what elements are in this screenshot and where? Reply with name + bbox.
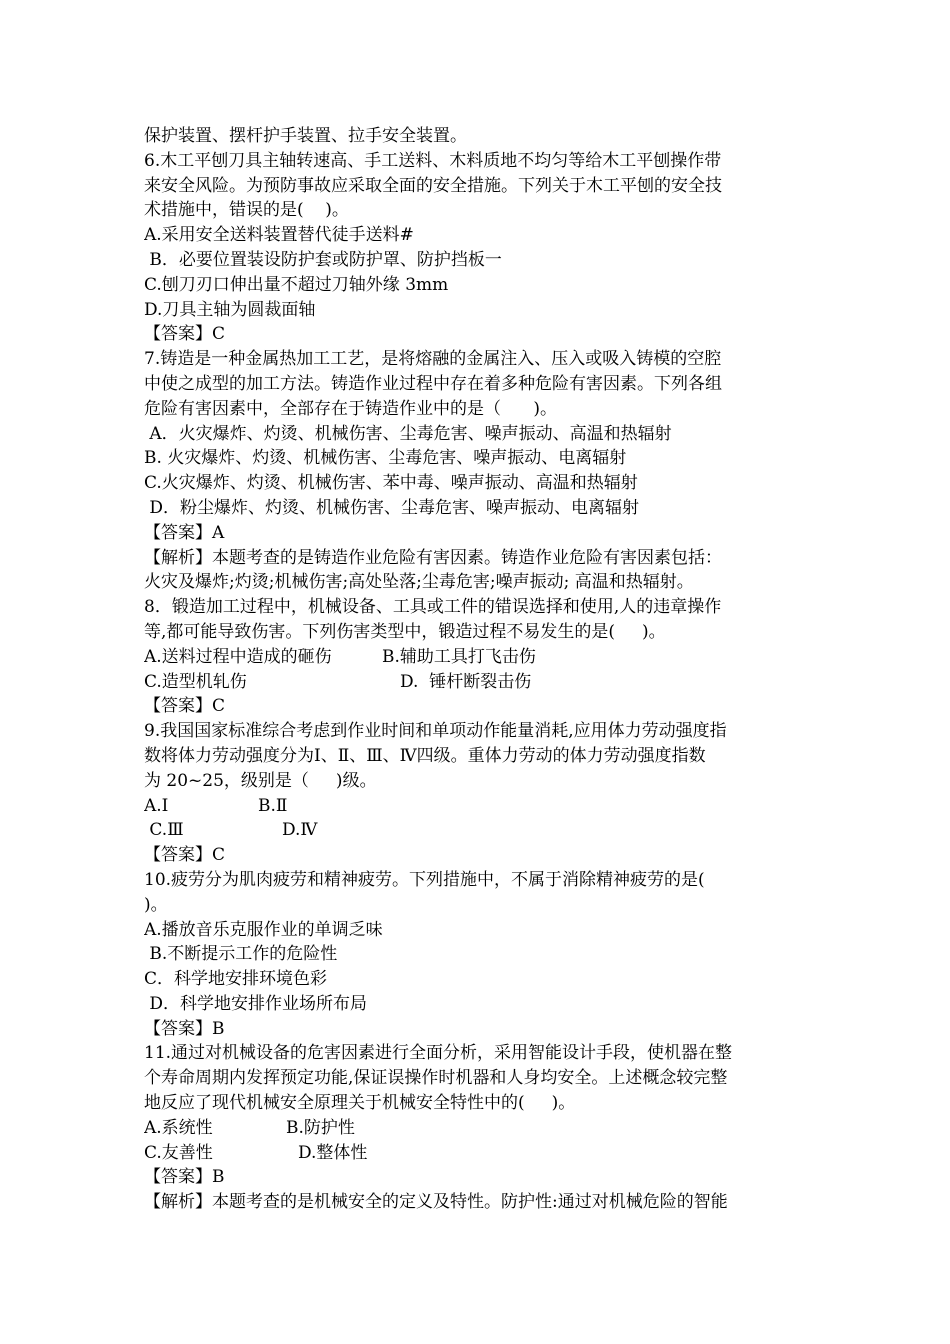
question-10-option-a: A.播放音乐克服作业的单调乏味: [144, 919, 383, 940]
question-8-answer: 【答案】C: [144, 696, 226, 717]
question-9-stem: 数将体力劳动强度分为Ⅰ、Ⅱ、Ⅲ、Ⅳ四级。重体力劳动的体力劳动强度指数: [144, 745, 706, 766]
question-10-option-b: B.不断提示工作的危险性: [144, 944, 338, 965]
question-11-option-a: A.系统性: [144, 1117, 213, 1138]
question-9-option-d: D.Ⅳ: [282, 820, 318, 841]
question-8-option-c: C.造型机轧伤: [144, 671, 247, 692]
question-11-analysis: 【解析】本题考查的是机械安全的定义及特性。防护性:通过对机械危险的智能: [144, 1192, 728, 1213]
question-6-stem: 6.木工平刨刀具主轴转速高、手工送料、木料质地不均匀等给木工平刨操作带: [144, 150, 722, 171]
question-6-stem: 术措施中，错误的是( )。: [144, 200, 349, 221]
question-9-answer: 【答案】C: [144, 845, 226, 866]
question-7-analysis: 火灾及爆炸;灼烫;机械伤害;高处坠落;尘毒危害;噪声振动; 高温和热辐射。: [144, 572, 694, 593]
question-6-stem: 来安全风险。为预防事故应采取全面的安全措施。下列关于木工平刨的安全技: [144, 175, 722, 196]
question-11-option-d: D.整体性: [298, 1142, 368, 1163]
question-9-stem: 9.我国国家标准综合考虑到作业时间和单项动作能量消耗,应用体力劳动强度指: [144, 721, 727, 742]
question-9-option-c: C.Ⅲ: [144, 820, 184, 841]
question-9-option-b: B.Ⅱ: [258, 795, 288, 816]
question-8-options-ab: [144, 645, 824, 670]
question-6-option-c: C.刨刀刃口伸出量不超过刀轴外缘 3mm: [144, 274, 449, 295]
question-11-options-ab: [144, 1116, 824, 1141]
question-11-stem: 11.通过对机械设备的危害因素进行全面分析，采用智能设计手段，使机器在整: [144, 1043, 733, 1064]
question-10-answer: 【答案】B: [144, 1018, 225, 1039]
question-8-option-a: A.送料过程中造成的砸伤: [144, 646, 332, 667]
question-10-option-c: C．科学地安排环境色彩: [144, 969, 328, 990]
question-11-option-c: C.友善性: [144, 1142, 213, 1163]
question-7-option-d: D．粉尘爆炸、灼烫、机械伤害、尘毒危害、噪声振动、电离辐射: [144, 497, 640, 518]
question-11-options-cd: [144, 1141, 824, 1166]
question-7-option-c: C.火灾爆炸、灼烫、机械伤害、苯中毒、噪声振动、高温和热辐射: [144, 473, 638, 494]
question-8-option-d: D. 锤杆断裂击伤: [400, 671, 532, 692]
question-11-stem: 个寿命周期内发挥预定功能,保证误操作时机器和人身均安全。上述概念较完整: [144, 1068, 728, 1089]
question-8-options-cd: [144, 670, 824, 695]
question-7-stem: 7.铸造是一种金属热加工工艺，是将熔融的金属注入、压入或吸入铸模的空腔: [144, 349, 722, 370]
question-10-option-d: D．科学地安排作业场所布局: [144, 993, 368, 1014]
question-10-stem: )。: [144, 894, 168, 915]
question-7-analysis: 【解析】本题考查的是铸造作业危险有害因素。铸造作业危险有害因素包括：: [144, 547, 722, 568]
question-7-stem: 中使之成型的加工方法。铸造作业过程中存在着多种危险有害因素。下列各组: [144, 373, 722, 394]
question-11-stem: 地反应了现代机械安全原理关于机械安全特性中的( )。: [144, 1093, 576, 1114]
question-8-stem: 等,都可能导致伤害。下列伤害类型中，锻造过程不易发生的是( )。: [144, 621, 666, 642]
question-9-options-cd: [144, 818, 824, 843]
question-8-stem: 8．锻造加工过程中，机械设备、工具或工件的错误选择和使用,人的违章操作: [144, 597, 722, 618]
question-7-option-a: A．火灾爆炸、灼烫、机械伤害、尘毒危害、噪声振动、高温和热辐射: [144, 423, 672, 444]
question-10-stem: 10.疲劳分为肌肉疲劳和精神疲劳。下列措施中，不属于消除精神疲劳的是(: [144, 869, 705, 890]
question-9-option-a: A.Ⅰ: [144, 795, 169, 816]
question-11-option-b: B.防护性: [286, 1117, 355, 1138]
question-6-option-d: D.刀具主轴为圆裁面轴: [144, 299, 316, 320]
question-6-option-a: A.采用安全送料装置替代徒手送料#: [144, 225, 414, 246]
question-7-option-b: B. 火灾爆炸、灼烫、机械伤害、尘毒危害、噪声振动、电离辐射: [144, 448, 627, 469]
question-6-option-b: B．必要位置装设防护套或防护罩、防护挡板一: [144, 249, 502, 270]
question-9-stem: 为 20~25，级别是（ )级。: [144, 770, 377, 791]
question-6-answer: 【答案】C: [144, 324, 226, 345]
question-7-answer: 【答案】A: [144, 522, 225, 543]
question-7-stem: 危险有害因素中，全部存在于铸造作业中的是（ )。: [144, 398, 558, 419]
question-8-option-b: B.辅助工具打飞击伤: [382, 646, 536, 667]
text-line: 保护装置、摆杆护手装置、拉手安全装置。: [144, 126, 467, 146]
question-9-options-ab: [144, 794, 824, 819]
question-11-answer: 【答案】B: [144, 1167, 225, 1188]
document-page: [144, 124, 824, 1215]
